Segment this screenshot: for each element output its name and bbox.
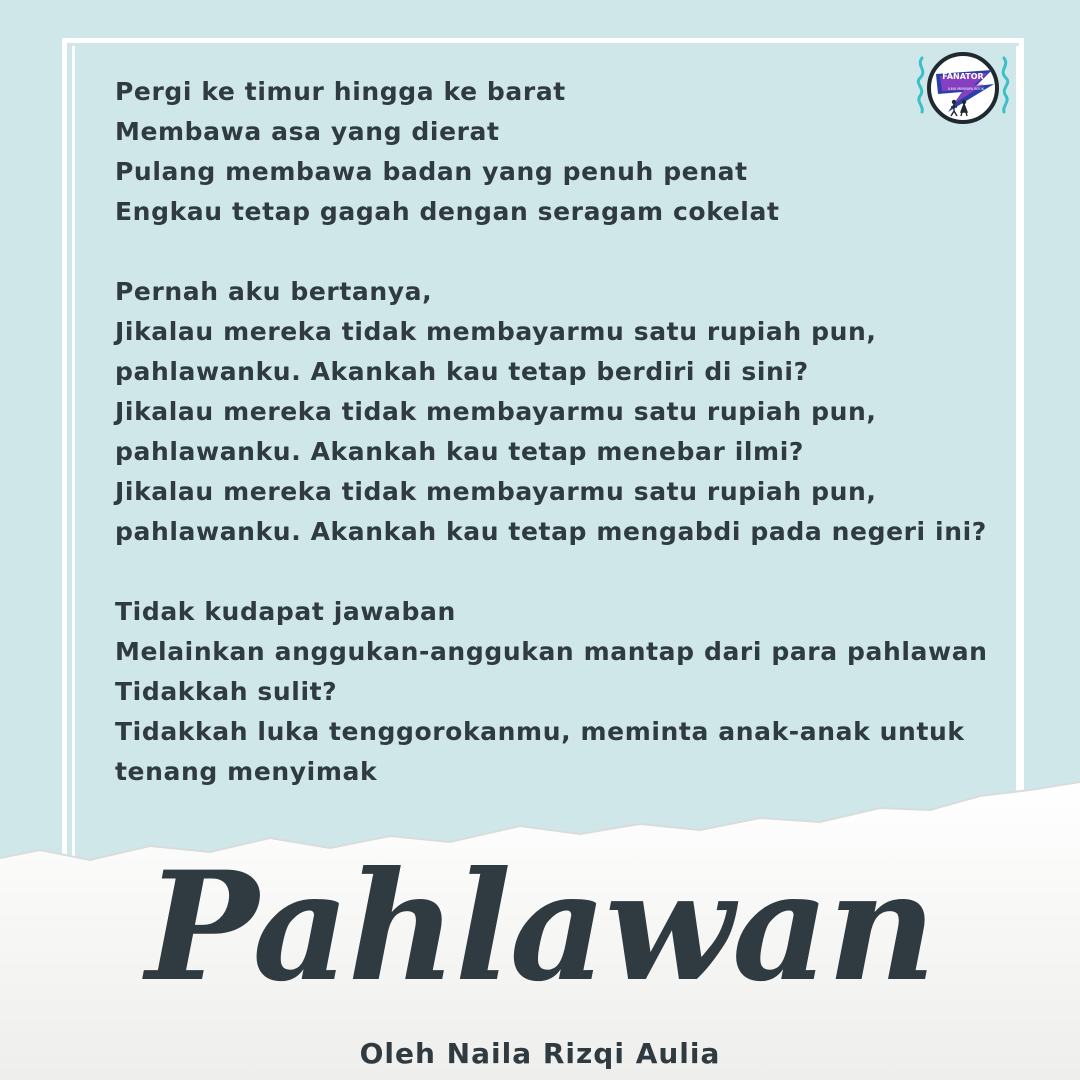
poem-line: Jikalau mereka tidak membayarmu satu rupiah pun, — [115, 397, 877, 426]
poem-line: Pulang membawa badan yang penuh penat — [115, 157, 748, 186]
poem-line: Tidakkah luka tenggorokanmu, meminta anak-anak untuk — [115, 717, 965, 746]
logo-text: FANATOR — [942, 72, 984, 81]
poem-line: Membawa asa yang dierat — [115, 117, 500, 146]
poem-line: pahlawanku. Akankah kau tetap menebar ilmi? — [115, 437, 804, 466]
poem-line: Jikalau mereka tidak membayarmu satu rupiah pun, — [115, 317, 877, 346]
logo-subtext: ILMU MENYAPA BOOK — [947, 87, 985, 91]
poem-line: Jikalau mereka tidak membayarmu satu rupiah pun, — [115, 477, 877, 506]
author-credit: Oleh Naila Rizqi Aulia — [359, 1037, 721, 1070]
poem-line: Tidak kudapat jawaban — [115, 597, 456, 626]
poem-line: Tidakkah sulit? — [115, 677, 338, 706]
poem-title: Pahlawan — [145, 839, 935, 1015]
poem-line: Engkau tetap gagah dengan seragam cokelat — [115, 197, 780, 226]
poem-line: Pernah aku bertanya, — [115, 277, 433, 306]
poem-line: Pergi ke timur hingga ke barat — [115, 77, 566, 106]
poem-line: tenang menyimak — [115, 757, 378, 786]
poem-line: pahlawanku. Akankah kau tetap mengabdi pada negeri ini? — [115, 517, 987, 546]
poem-line: Melainkan anggukan-anggukan mantap dari para pahlawan — [115, 637, 988, 666]
poem-line: pahlawanku. Akankah kau tetap berdiri di sini? — [115, 357, 809, 386]
